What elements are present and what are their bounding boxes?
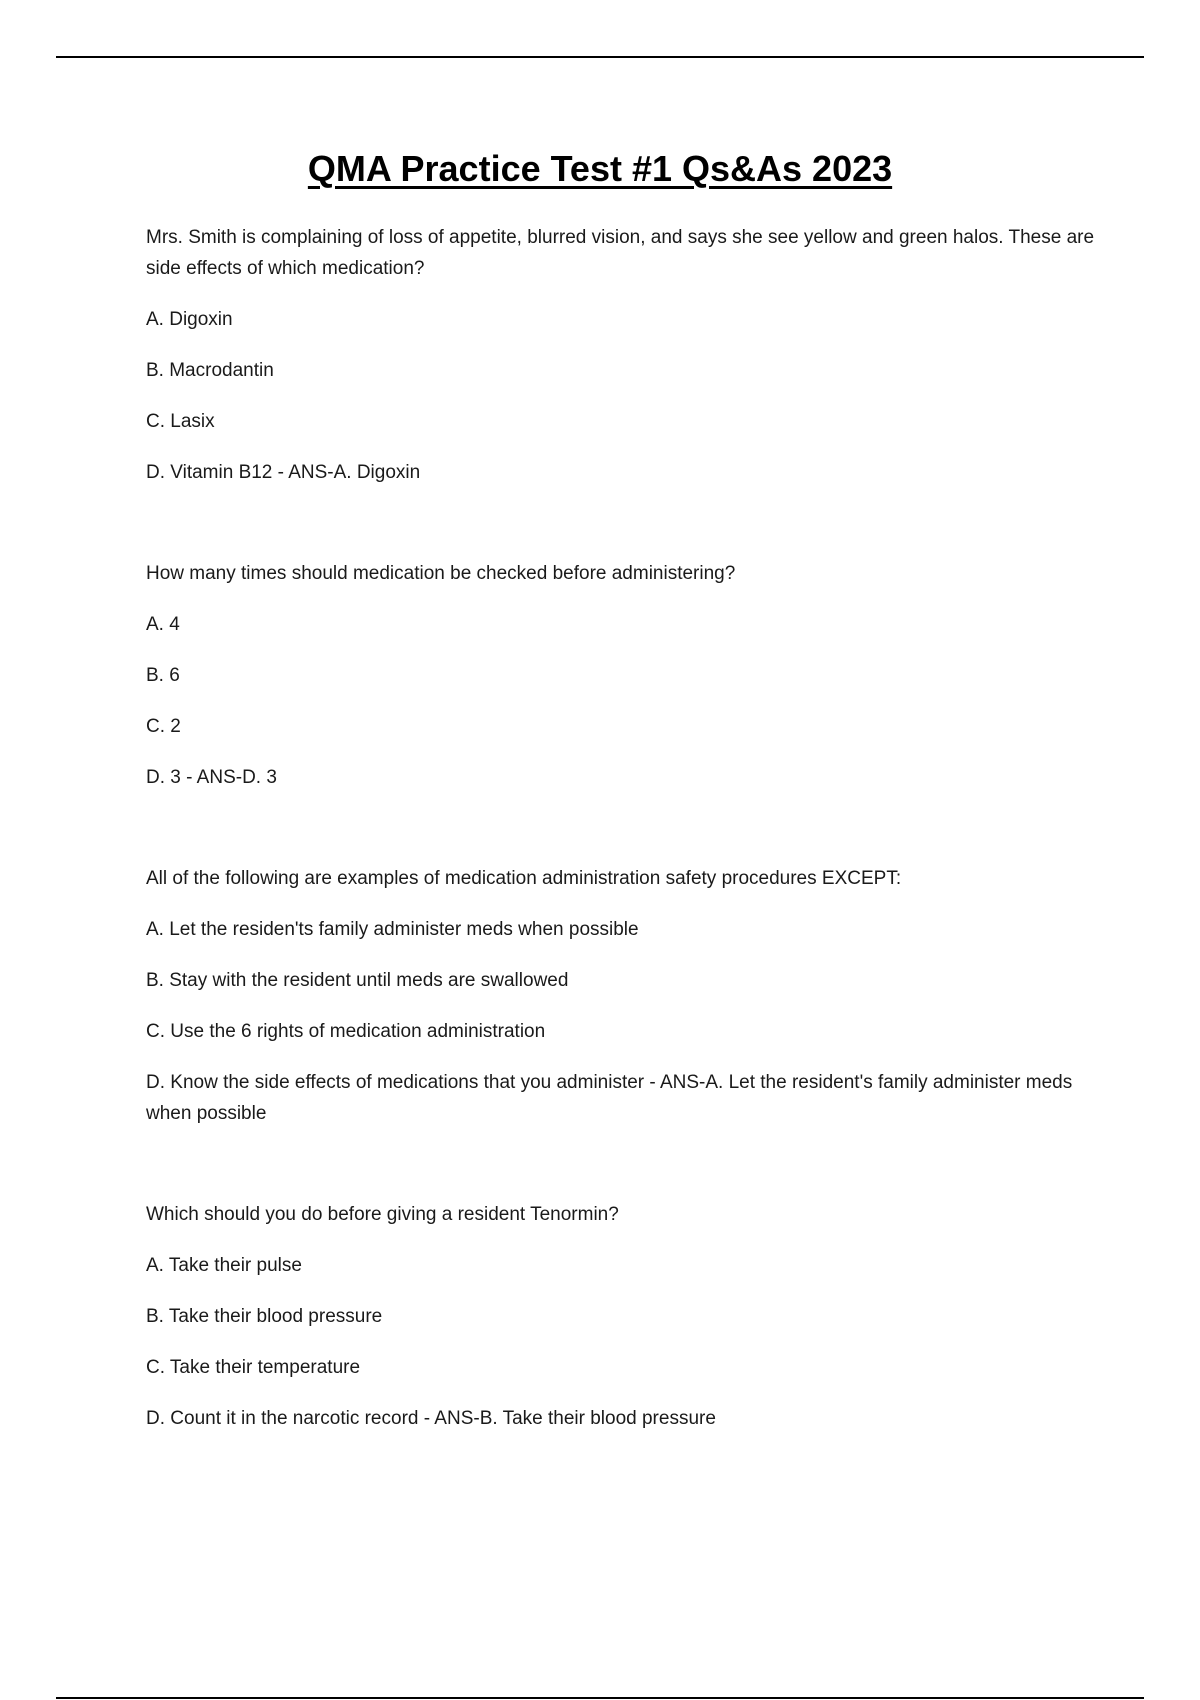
- answer-option: A. 4: [146, 614, 180, 635]
- header-rule: [56, 56, 1144, 58]
- answer-option-with-key: D. 3 - ANS-D. 3: [146, 767, 277, 788]
- answer-option: C. Use the 6 rights of medication administration: [146, 1021, 546, 1042]
- page-title: [0, 148, 1200, 190]
- answer-option: C. 2: [146, 716, 181, 737]
- answer-option: B. Stay with the resident until meds are swallowed: [146, 970, 569, 991]
- footer-rule: [56, 1697, 1144, 1699]
- answer-option: B. 6: [146, 665, 180, 686]
- answer-option-with-key: D. Count it in the narcotic record - ANS-B. Take their blood pressure: [146, 1408, 716, 1429]
- answer-option: A. Digoxin: [146, 309, 233, 330]
- answer-option: B. Take their blood pressure: [146, 1306, 383, 1327]
- question-prompt: Mrs. Smith is complaining of loss of appetite, blurred vision, and says she see yellow and green halos. These are side effects of which medication?: [146, 227, 1095, 279]
- answer-option: C. Take their temperature: [146, 1357, 361, 1378]
- page-title-text: QMA Practice Test #1 Qs&As 2023: [307, 148, 893, 189]
- question-block-1: [146, 222, 1106, 488]
- answer-option: C. Lasix: [146, 411, 215, 432]
- answer-option: B. Macrodantin: [146, 360, 274, 381]
- question-prompt: Which should you do before giving a resident Tenormin?: [146, 1204, 619, 1225]
- question-list: [146, 222, 1106, 1434]
- question-prompt: How many times should medication be checked before administering?: [146, 563, 736, 584]
- answer-option: A. Take their pulse: [146, 1255, 302, 1276]
- question-block-4: [146, 1199, 1106, 1434]
- question-block-2: [146, 558, 1106, 793]
- answer-option-with-key: D. Know the side effects of medications that you administer - ANS-A. Let the resident's family administer meds when possible: [146, 1072, 1073, 1124]
- answer-option: A. Let the residen'ts family administer meds when possible: [146, 919, 639, 940]
- question-prompt: All of the following are examples of medication administration safety procedures EXCEPT:: [146, 868, 902, 889]
- question-block-3: [146, 863, 1106, 1129]
- answer-option-with-key: D. Vitamin B12 - ANS-A. Digoxin: [146, 462, 421, 483]
